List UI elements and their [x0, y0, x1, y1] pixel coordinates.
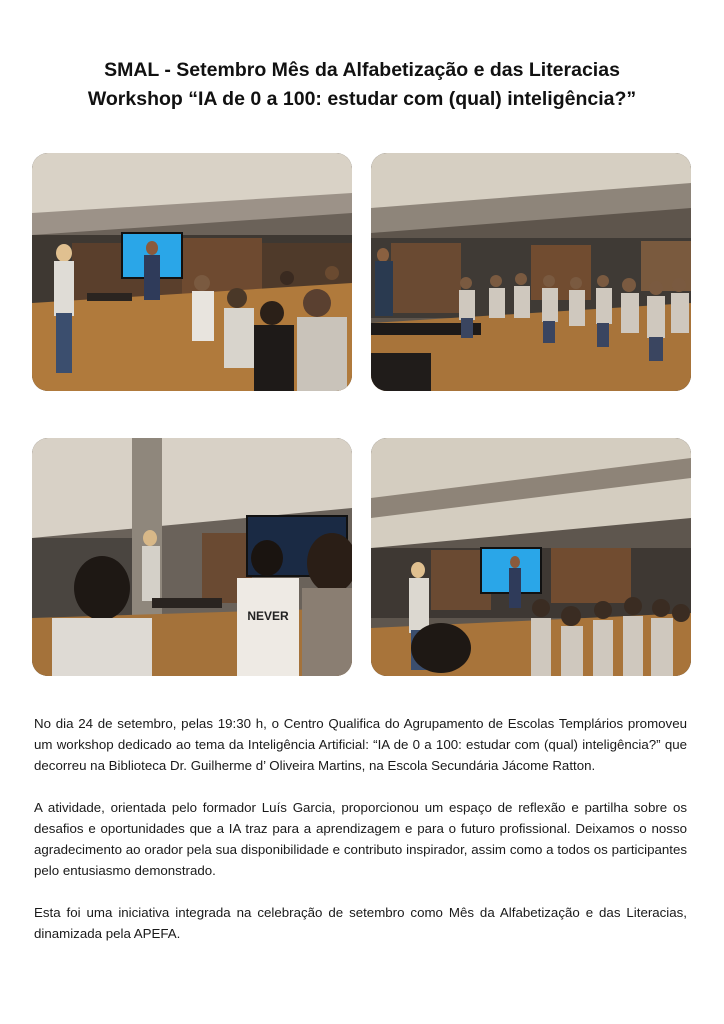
paragraph-3: Esta foi uma iniciativa integrada na celebração de setembro como Mês da Alfabetização e das Literacias, dinamizada pela APEFA.: [34, 905, 687, 941]
paragraph-1: No dia 24 de setembro, pelas 19:30 h, o Centro Qualifica do Agrupamento de Escolas Templários promoveu um workshop dedicado ao tema da Inteligência Artificial: “IA de 0 a 100: estudar com (qual) inteligência?” que decorreu na Biblioteca Dr. Guilherme d’ Oliveira Martins, na Escola Secundária Jácome Ratton.: [34, 716, 687, 773]
tshirt-text: NEVER: [247, 609, 289, 623]
photo-1-image: [32, 153, 352, 391]
photo-3-image: [32, 438, 352, 676]
photo-2-image: [371, 153, 691, 391]
paragraph-2: A atividade, orientada pelo formador Luís Garcia, proporcionou um espaço de reflexão e partilha sobre os desafios e oportunidades que a IA traz para a aprendizagem e para o futuro profissional. Deixamos o nosso agradecimento ao orador pela sua disponibilidade e contributo inspirador, assim como a todos os participantes pelo entusiasmo demonstrado.: [34, 800, 687, 878]
photo-4-image: [371, 438, 691, 676]
page-title: [0, 56, 724, 114]
title-line-2: Workshop “IA de 0 a 100: estudar com (qual) inteligência?”: [87, 88, 637, 110]
workshop-photo-1: [32, 153, 352, 391]
workshop-photo-3: [32, 438, 352, 676]
workshop-photo-2: [371, 153, 691, 391]
workshop-photo-4: [371, 438, 691, 676]
title-line-1: SMAL - Setembro Mês da Alfabetização e das Literacias: [104, 59, 620, 81]
article-body: [34, 713, 687, 965]
